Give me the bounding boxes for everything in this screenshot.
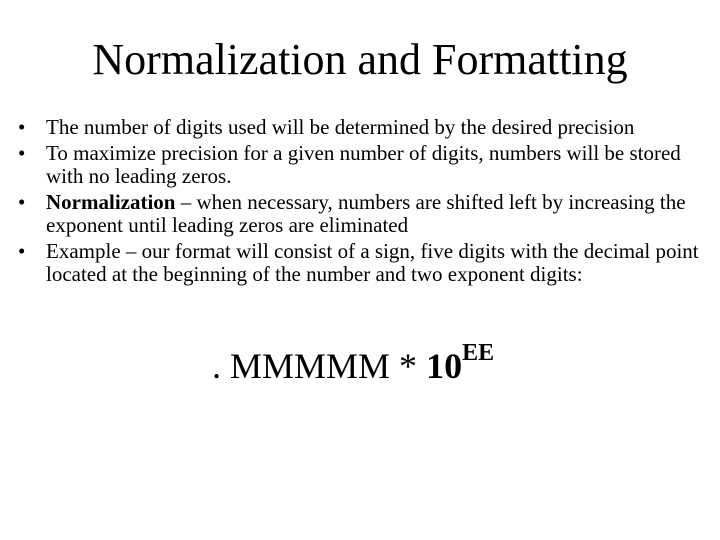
bullet-item-1 xyxy=(18,116,708,140)
bullet-item-3 xyxy=(18,191,708,238)
slide-title: Normalization and Formatting xyxy=(92,35,628,84)
bullet-list xyxy=(18,116,708,289)
formula-exponent: EE xyxy=(462,340,495,366)
bullet-text: The number of digits used will be determined by the desired precision xyxy=(46,115,635,139)
bullet-text: Example – our format will consist of a sign, five digits with the decimal point located at the beginning of the number and two exponent digits: xyxy=(46,238,699,286)
bullet-dot-icon: • xyxy=(18,115,26,139)
number-format-formula xyxy=(212,340,495,388)
bullet-dot-icon: • xyxy=(18,140,26,165)
bullet-text: – when necessary, numbers are shifted left by increasing the exponent until leading zeros are eliminated xyxy=(46,189,686,237)
bullet-text: To maximize precision for a given number of digits, numbers will be stored with no leading zeros. xyxy=(46,140,681,188)
formula-base: 10 xyxy=(426,346,463,386)
bullet-item-4 xyxy=(18,240,708,287)
formula-mantissa: . MMMMM * xyxy=(212,346,427,386)
bullet-dot-icon: • xyxy=(18,238,26,263)
bullet-bold-term: Normalization xyxy=(46,189,176,214)
bullet-item-2 xyxy=(18,142,708,189)
bullet-dot-icon: • xyxy=(18,189,26,214)
